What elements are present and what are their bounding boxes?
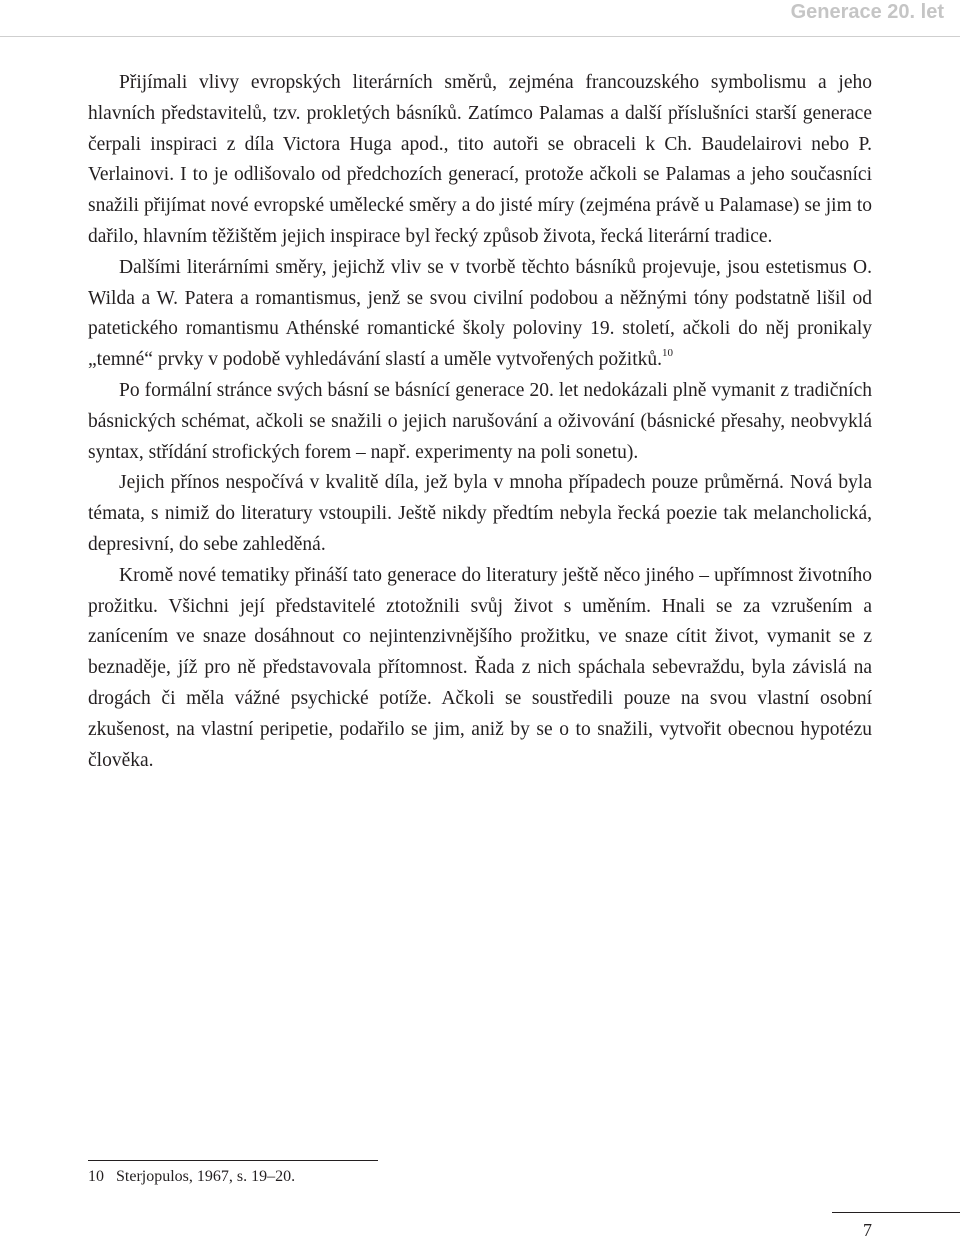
paragraph-2-text: Dalšími literárními směry, jejichž vliv se v tvorbě těchto básníků projevuje, jsou estetismus O. Wilda a W. Patera a romantismus, jenž se svou civilní podobou a něžnými tóny podstatně lišil od patetického romantismu Athénské romantické školy poloviny 19. století, ačkoli do něj pronikaly „temné“ prvky v podobě vyhledávání slastí a uměle vytvořených požitků. bbox=[88, 256, 872, 371]
page-number: 7 bbox=[863, 1220, 872, 1240]
footnote-divider bbox=[88, 1160, 378, 1161]
paragraph-1-text: Přijímali vlivy evropských literárních směrů, zejména francouzského symbolismu a jeho hlavních představitelů, tzv. prokletých básníků. Zatímco Palamas a další příslušníci starší generace čerpali inspiraci z díla Victora Huga apod., tito autoři se obraceli k Ch. Baudelairovi nebo P. Verlainovi. I to je odlišovalo od předchozích generací, protože ačkoli se Palamas a jeho současníci snažili přijímat nové evropské umělecké směry a do jisté míry (zejména právě u Palamase) se jim to dařilo, hlavním těžištěm jejich inspirace byl řecký způsob života, řecká literární tradice. bbox=[88, 72, 872, 247]
paragraph-5-text: Kromě nové tematiky přináší tato generace do literatury ještě něco jiného – upřímnost životního prožitku. Všichni její představitelé ztotožnili svůj život s uměním. Hnali se za vzrušením a zanícením ve snaze dosáhnout co nejintenzivnějšího prožitku, ve snaze cítit život, vymanit se z beznaděje, jíž pro ně představovala přítomnost. Řada z nich spáchala sebevraždu, byla závislá na drogách či měla vážné psychické potíže. Ačkoli se soustředili pouze na svou vlastní osobní zkušenost, na vlastní peripetie, podařilo se jim, aniž by se o to snažili, vytvořit obecnou hypotézu člověka. bbox=[88, 564, 872, 771]
paragraph-4-text: Jejich přínos nespočívá v kvalitě díla, jež byla v mnoha případech pouze průměrná. Nová byla témata, s nimiž do literatury vstoupili. Ještě nikdy předtím nebyla řecká poezie tak melancholická, depresivní, do sebe zahleděná. bbox=[88, 472, 872, 555]
page-number-divider bbox=[832, 1212, 960, 1213]
paragraph-5 bbox=[88, 561, 872, 777]
footnote-number: 10 bbox=[88, 1168, 104, 1185]
running-head-title: Generace 20. let bbox=[790, 1, 944, 23]
paragraph-2 bbox=[88, 253, 872, 376]
paragraph-1 bbox=[88, 68, 872, 253]
running-head bbox=[0, 0, 960, 37]
paragraph-3-text: Po formální stránce svých básní se básnící generace 20. let nedokázali plně vymanit z tradičních básnických schémat, ačkoli se snažili o jejich narušování a oživování (básnické přesahy, neobvyklá syntax, střídání strofických forem – např. experimenty na poli sonetu). bbox=[88, 379, 872, 463]
body-text bbox=[88, 68, 872, 776]
paragraph-3 bbox=[88, 376, 872, 468]
footnote-reference[interactable]: 10 bbox=[662, 347, 674, 360]
footnote-text: Sterjopulos, 1967, s. 19–20. bbox=[116, 1168, 296, 1185]
footnote bbox=[88, 1166, 295, 1188]
paragraph-4 bbox=[88, 468, 872, 560]
